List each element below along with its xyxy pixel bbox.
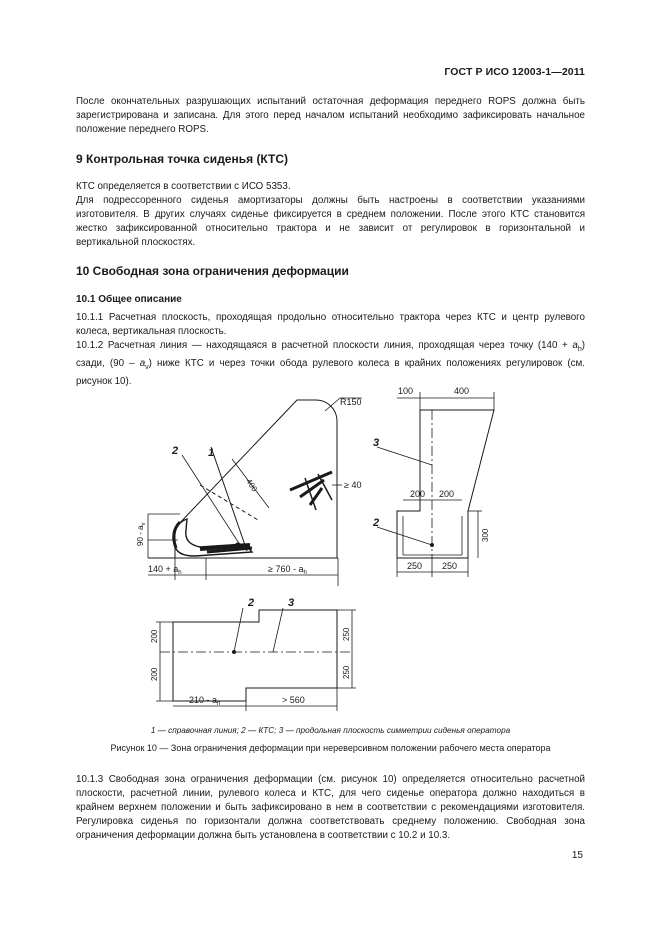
steering-wheel [290, 472, 332, 510]
label-dim90-idx: v [141, 522, 147, 526]
p1012-part-c: ) ниже КТС и через точки обода рулевого колеса в крайних положениях регулировок (см. рисунок 10). [76, 357, 585, 387]
label-2-side: 2 [172, 445, 179, 457]
p1012-idx-v: v [145, 363, 149, 371]
label-plan-560: > 560 [282, 695, 305, 705]
label-3-front: 3 [373, 437, 380, 449]
side-dashed-diagonal [200, 485, 258, 520]
figure-caption: Рисунок 10 — Зона ограничения деформации при нереверсивном положении рабочего места оператора [110, 743, 551, 753]
label-dim140 [148, 564, 182, 576]
section-10-1-title: 10.1 Общее описание [76, 294, 182, 305]
label-plan-200a: 200 [150, 629, 159, 643]
front-zone-outline [397, 410, 494, 558]
side-view [148, 398, 362, 586]
section-9-p1: КТС определяется в соответствии с ИСО 5353. [76, 181, 291, 192]
label-front-200b: 200 [439, 489, 455, 499]
reference-line-1 [211, 447, 247, 551]
figure-legend: 1 — справочная линия; 2 — КТС; 3 — продольная плоскость симметрии сиденья оператора [150, 726, 511, 735]
label-dim400-side: 400 [244, 477, 260, 494]
section-10-title: 10 Свободная зона ограничения деформации [76, 264, 349, 278]
page-number: 15 [571, 850, 583, 861]
p1012-part-a: 10.1.2 Расчетная линия — находящаяся в расчетной плоскости линия, проходящая через точку (140 + [76, 340, 573, 351]
label-1-side: 1 [208, 447, 215, 459]
label-ge760 [268, 564, 307, 576]
leader-2 [182, 455, 242, 548]
label-front-400: 400 [454, 386, 470, 396]
label-ge40: ≥ 40 [344, 480, 362, 490]
label-plan-210-idx: h [217, 701, 221, 707]
p1012-var-a1: a [572, 340, 578, 351]
label-plan-250a: 250 [342, 627, 351, 641]
label-front-250b: 250 [442, 561, 458, 571]
r150-leader [325, 398, 340, 411]
label-front-100: 100 [398, 386, 414, 396]
label-plan-210-text: 210 - a [189, 695, 218, 705]
section-9-p2: Для подрессоренного сиденья амортизаторы должны быть настроены в соответствии указаниями изготовителя. В других случаях сиденье фиксируется в среднем положении. После этого КТС становится жестко зафиксированной относительно трактора и не зависит от регулировок в горизонтальной и вертикальной плоскостях. [76, 195, 585, 248]
label-ge760-text: ≥ 760 - a [268, 564, 304, 574]
p1012-var-a2: a [139, 357, 146, 369]
label-plan-250b: 250 [342, 665, 351, 679]
document-header: ГОСТ Р ИСО 12003-1—2011 [444, 66, 585, 78]
label-ge760-idx: h [303, 570, 307, 576]
paragraph-10-1-1: 10.1.1 Расчетная плоскость, проходящая продольно относительно трактора через КТС и центр рулевого колеса, вертикальная плоскость. [76, 312, 585, 337]
label-dim90-text: 90 - a [136, 525, 145, 546]
label-plan-200b: 200 [150, 667, 159, 681]
label-r150: R150 [340, 397, 362, 407]
label-front-250a: 250 [407, 561, 423, 571]
label-2-plan: 2 [248, 597, 255, 609]
p1012-idx-h: h [577, 345, 582, 353]
label-front-200a: 200 [410, 489, 426, 499]
seat-shape [174, 519, 252, 556]
plan-view [156, 608, 356, 711]
label-plan-210 [189, 695, 220, 707]
p1012-part-b: ) сзади, (90 – [76, 340, 585, 369]
label-dim140-idx: h [178, 570, 182, 576]
label-dim90 [136, 523, 147, 546]
plan-zone-outline [173, 610, 337, 701]
label-front-300: 300 [481, 528, 490, 542]
label-2-front: 2 [373, 517, 380, 529]
paragraph-rops-text: После окончательных разрушающих испытаний остаточная деформация переднего ROPS должна быть зарегистрирована и записана. Для этого перед началом испытаний необходимо зафиксировать начальное положение переднего ROPS. [76, 96, 585, 135]
label-dim140-text: 140 + a [148, 564, 179, 574]
paragraph-10-1-3: 10.1.3 Свободная зона ограничения деформации (см. рисунок 10) определяется относительно расчетной плоскости, расчетной линии, рулевого колеса и КТС, для чего сиденье оператора должно находиться в крайнем верхнем положении и быть зафиксировано в нем в соответствии с рекомендациями изготовителя. Регулировка сиденья по горизонтали должна соответствовать среднему положению. Свободная зона ограничения деформации должна быть установлена в соответствии с 10.2 и 10.3. [76, 774, 585, 841]
label-3-plan: 3 [288, 597, 295, 609]
front-view [377, 392, 494, 577]
section-9-title: 9 Контрольная точка сиденья (КТС) [76, 152, 289, 166]
